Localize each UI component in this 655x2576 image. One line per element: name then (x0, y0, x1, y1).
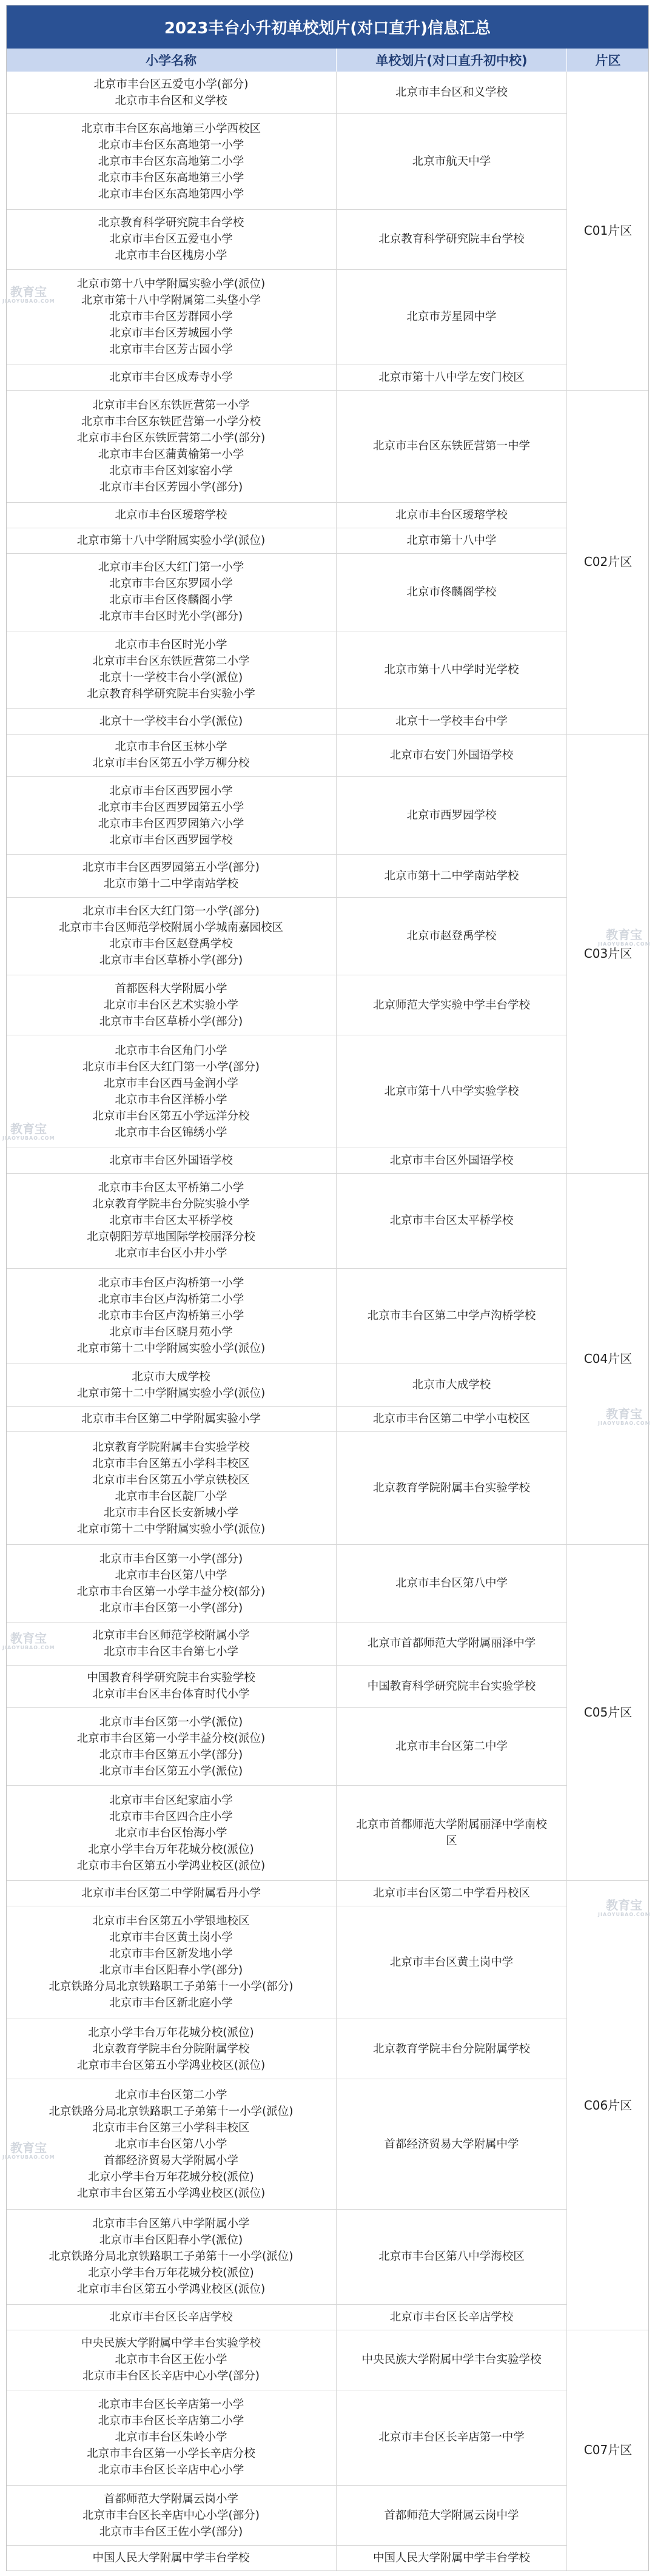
primary-school-name: 中国教育科学研究院丰台实验学校 (87, 1672, 255, 1685)
primary-school-name: 北京市丰台区师范学校附属小学 (92, 1629, 250, 1642)
primary-school-name: 北京教育学院丰台分院附属学校 (92, 2042, 250, 2056)
primary-school-name: 北京市丰台区卢沟桥第一小学 (98, 1277, 244, 1290)
primary-school-name: 北京市丰台区第八小学 (115, 2137, 227, 2151)
primary-school-name: 北京市丰台区东铁匠营第二小学 (92, 655, 250, 668)
primary-school-name: 北京市丰台区第五小学(部分) (99, 1748, 243, 1761)
table-cell-primary-school (6, 1269, 337, 1364)
table-cell-secondary-school: 北京市丰台区东铁匠营第一中学 (337, 391, 567, 503)
primary-school-name: 北京市丰台区第五小学鸿业校区(派位) (76, 2283, 266, 2296)
primary-school-name: 北京市第十八中学附属实验小学(派位) (76, 278, 266, 291)
primary-school-name: 首都师范大学附属云岗小学 (103, 2492, 238, 2506)
primary-school-name: 北京市第十八中学附属第二头垡小学 (81, 294, 261, 308)
primary-school-name: 北京市丰台区纪家庙小学 (109, 1794, 233, 1807)
table-cell-secondary-school: 北京市丰台区太平桥学校 (337, 1174, 567, 1269)
primary-school-name: 北京小学丰台万年花城分校(派位) (88, 2170, 254, 2184)
primary-school-name: 北京市丰台区蒲黄榆第一小学 (98, 448, 244, 461)
primary-school-name: 北京市丰台区佟麟阁小学 (109, 594, 233, 607)
primary-school-name: 北京市丰台区王佐小学(部分) (99, 2525, 243, 2538)
table-cell-secondary-school: 北京市赵登禹学校 (337, 898, 567, 975)
table-cell-secondary-school: 北京市丰台区第八中学 (337, 1545, 567, 1623)
primary-school-name: 北京市丰台区阳春小学(部分) (99, 1964, 243, 1977)
primary-school-name: 北京市丰台区成寿寺小学 (109, 371, 233, 384)
primary-school-name: 北京市丰台区玉林小学 (115, 741, 227, 754)
table-cell-primary-school (6, 2305, 337, 2330)
table-cell-secondary-school: 北京市第十八中学左安门校区 (337, 365, 567, 391)
table-cell-primary-school (6, 2546, 337, 2571)
table-cell-secondary-school: 北京师范大学实验中学丰台学校 (337, 975, 567, 1035)
table-cell-primary-school (6, 777, 337, 855)
table-cell-region: C06片区 (567, 1881, 649, 2330)
table-cell-secondary-school: 首都经济贸易大学附属中学 (337, 2079, 567, 2210)
primary-school-name: 北京市丰台区师范学校附属小学城南嘉园校区 (58, 921, 283, 935)
primary-school-name: 北京市丰台区第五小学万柳分校 (92, 757, 250, 770)
primary-school-name: 北京市丰台区第五小学(派位) (99, 1764, 243, 1778)
primary-school-name: 北京市丰台区角门小学 (115, 1044, 227, 1057)
primary-school-name: 北京市丰台区东高地第四小学 (98, 187, 244, 201)
primary-school-name: 北京市丰台区五爱屯小学(部分) (93, 78, 249, 91)
primary-school-name: 北京市丰台区晓月苑小学 (109, 1326, 233, 1339)
table-cell-secondary-school: 首都师范大学附属云岗中学 (337, 2486, 567, 2546)
table-cell-primary-school (6, 1666, 337, 1708)
primary-school-name: 北京市丰台区第三小学科丰校区 (92, 2121, 250, 2134)
primary-school-name: 北京市第十八中学附属实验小学(派位) (76, 534, 266, 547)
table-cell-primary-school (6, 114, 337, 209)
table-cell-secondary-school: 北京市丰台区第八中学海校区 (337, 2210, 567, 2305)
table-cell-primary-school (6, 1148, 337, 1174)
table-cell-primary-school (6, 2210, 337, 2305)
table-cell-secondary-school: 北京市航天中学 (337, 114, 567, 209)
primary-school-name: 北京市丰台区第五小学鸿业校区(派位) (76, 2187, 266, 2200)
primary-school-name: 北京市丰台区第五小学鸿业校区(派位) (76, 1859, 266, 1872)
primary-school-name: 北京市丰台区长辛店第二小学 (98, 2415, 244, 2428)
primary-school-name: 北京市丰台区东高地第二小学 (98, 155, 244, 168)
table-cell-secondary-school: 北京市丰台区第二中学卢沟桥学校 (337, 1269, 567, 1364)
table-cell-primary-school (6, 554, 337, 631)
table-cell-primary-school (6, 528, 337, 554)
primary-school-name: 北京市丰台区东高地第三小学西校区 (81, 122, 261, 135)
primary-school-name: 北京市丰台区西罗园第五小学(部分) (82, 861, 260, 875)
table-cell-primary-school (6, 1881, 337, 1906)
primary-school-name: 北京市丰台区第一小学长辛店分校 (87, 2447, 255, 2461)
table-cell-secondary-school: 北京市西罗园学校 (337, 777, 567, 855)
primary-school-name: 北京小学丰台万年花城分校(派位) (88, 1843, 254, 1856)
primary-school-name: 北京市丰台区第五小学京铁校区 (92, 1473, 250, 1487)
primary-school-name: 北京市丰台区长辛店中心小学 (98, 2464, 244, 2477)
primary-school-name: 北京市丰台区第一小学(派位) (99, 1715, 243, 1729)
table-cell-secondary-school: 北京市大成学校 (337, 1364, 567, 1407)
header-secondary-school: 单校划片(对口直升初中校) (337, 49, 567, 72)
primary-school-name: 中央民族大学附属中学丰台实验学校 (81, 2337, 261, 2350)
primary-school-name: 北京市第十二中学附属实验小学(派位) (76, 1387, 266, 1400)
primary-school-name: 北京市丰台区外国语学校 (109, 1154, 233, 1168)
table-cell-primary-school (6, 72, 337, 114)
table-cell-primary-school (6, 975, 337, 1035)
table-cell-secondary-school: 北京市丰台区外国语学校 (337, 1148, 567, 1174)
primary-school-name: 北京市丰台区芳群园小学 (109, 311, 233, 324)
table-cell-secondary-school: 北京教育学院丰台分院附属学校 (337, 2019, 567, 2079)
primary-school-name: 北京市丰台区时光小学 (115, 639, 227, 652)
table-cell-primary-school (6, 2330, 337, 2390)
table-cell-primary-school (6, 503, 337, 528)
primary-school-name: 北京市丰台区新北庭小学 (109, 1997, 233, 2010)
primary-school-name: 北京教育学院附属丰台实验学校 (92, 1441, 250, 1454)
primary-school-name: 北京市丰台区芳城园小学 (109, 327, 233, 340)
table-cell-secondary-school: 北京市丰台区瑷瑢学校 (337, 503, 567, 528)
primary-school-name: 北京市丰台区第一小学(部分) (99, 1552, 243, 1565)
primary-school-name: 北京教育科学研究院丰台实验小学 (87, 688, 255, 701)
primary-school-name: 北京市丰台区黄土岗小学 (109, 1931, 233, 1945)
primary-school-name: 北京市丰台区第一小学丰益分校(部分) (76, 1585, 266, 1598)
table-cell-secondary-school: 北京市丰台区黄土岗中学 (337, 1906, 567, 2019)
primary-school-name: 中国人民大学附属中学丰台学校 (92, 2552, 250, 2565)
table-cell-region: C03片区 (567, 735, 649, 1174)
table-cell-primary-school (6, 1432, 337, 1545)
primary-school-name: 北京市丰台区西罗园小学 (109, 784, 233, 798)
primary-school-name: 北京铁路分局北京铁路职工子弟第十一小学(部分) (49, 1980, 294, 1994)
primary-school-name: 北京市丰台区王佐小学 (115, 2353, 227, 2367)
primary-school-name: 北京小学丰台万年花城分校(派位) (88, 2026, 254, 2039)
primary-school-name: 首都经济贸易大学附属小学 (103, 2154, 238, 2167)
primary-school-name: 北京市丰台区长辛店学校 (109, 2310, 233, 2324)
table-cell-region: C04片区 (567, 1174, 649, 1545)
table-cell-primary-school (6, 1786, 337, 1881)
primary-school-name: 北京市丰台区丰台第七小学 (103, 1645, 238, 1658)
primary-school-name: 北京铁路分局北京铁路职工子弟第十一小学(派位) (49, 2250, 294, 2264)
primary-school-name: 北京市丰台区和义学校 (115, 94, 227, 107)
primary-school-name: 北京市丰台区东高地第一小学 (98, 138, 244, 152)
table-cell-secondary-school: 北京市第十八中学实验学校 (337, 1035, 567, 1148)
primary-school-name: 北京市丰台区太平桥第二小学 (98, 1182, 244, 1195)
table-cell-region: C05片区 (567, 1545, 649, 1881)
table-cell-secondary-school: 北京教育科学研究院丰台学校 (337, 210, 567, 270)
watermark-logo: 教育宝 JIAOYUBAO.COM (2, 2141, 55, 2160)
primary-school-name: 北京教育学院丰台分院实验小学 (92, 1198, 250, 1211)
primary-school-name: 北京市丰台区新发地小学 (109, 1948, 233, 1961)
table-cell-secondary-school: 北京市丰台区和义学校 (337, 72, 567, 114)
primary-school-name: 北京市丰台区卢沟桥第三小学 (98, 1310, 244, 1323)
primary-school-name: 北京市丰台区四合庄小学 (109, 1810, 233, 1823)
table-cell-primary-school (6, 2079, 337, 2210)
primary-school-name: 北京朝阳芳草地国际学校丽泽分校 (87, 1231, 255, 1244)
primary-school-name: 北京十一学校丰台小学(派位) (99, 715, 243, 728)
primary-school-name: 北京市丰台区太平桥学校 (109, 1214, 233, 1228)
primary-school-name: 北京铁路分局北京铁路职工子弟第十一小学(派位) (49, 2105, 294, 2118)
primary-school-name: 北京市丰台区第五小学远洋分校 (92, 1109, 250, 1123)
primary-school-name: 北京小学丰台万年花城分校(派位) (88, 2267, 254, 2280)
table-cell-secondary-school: 北京市丰台区第二中学小屯校区 (337, 1407, 567, 1432)
primary-school-name: 北京市丰台区第二中学附属实验小学 (81, 1413, 261, 1426)
table-cell-primary-school (6, 391, 337, 503)
primary-school-name: 北京市丰台区芳古园小学 (109, 343, 233, 357)
primary-school-name: 北京市丰台区第二小学 (115, 2088, 227, 2102)
table-cell-region: C07片区 (567, 2330, 649, 2571)
primary-school-name: 北京市丰台区草桥小学(部分) (99, 954, 243, 967)
primary-school-name: 北京市丰台区西罗园学校 (109, 833, 233, 847)
primary-school-name: 北京市丰台区朱岭小学 (115, 2431, 227, 2444)
primary-school-name: 北京市丰台区西罗园第六小学 (98, 817, 244, 830)
primary-school-name: 北京市丰台区刘家窑小学 (109, 464, 233, 477)
watermark-logo: 教育宝 JIAOYUBAO.COM (598, 927, 651, 947)
primary-school-name: 北京市丰台区槐房小学 (115, 249, 227, 263)
primary-school-name: 北京市丰台区西罗园第五小学 (98, 801, 244, 814)
primary-school-name: 北京市丰台区第一小学(部分) (99, 1601, 243, 1615)
primary-school-name: 北京市丰台区东高地第三小学 (98, 171, 244, 184)
table-cell-primary-school (6, 1035, 337, 1148)
table-cell-primary-school (6, 1407, 337, 1432)
primary-school-name: 北京市丰台区长安新城小学 (103, 1506, 238, 1519)
primary-school-name: 首都医科大学附属小学 (115, 982, 227, 995)
primary-school-name: 北京市丰台区洋桥小学 (115, 1093, 227, 1106)
table-cell-secondary-school: 中国教育科学研究院丰台实验学校 (337, 1666, 567, 1708)
table-cell-secondary-school: 北京市丰台区第二中学看丹校区 (337, 1881, 567, 1906)
watermark-logo: 教育宝 JIAOYUBAO.COM (2, 1631, 55, 1650)
primary-school-name: 北京市丰台区大红门第一小学(部分) (82, 905, 260, 918)
table-cell-primary-school (6, 1906, 337, 2019)
primary-school-name: 北京市丰台区丰台体育时代小学 (92, 1688, 250, 1701)
table-cell-secondary-school: 北京市第十二中学南站学校 (337, 855, 567, 897)
table-cell-primary-school (6, 1364, 337, 1407)
table-cell-primary-school (6, 855, 337, 897)
primary-school-name: 北京市大成学校 (132, 1370, 210, 1384)
primary-school-name: 北京市丰台区阳春小学(派位) (99, 2234, 243, 2247)
table-cell-primary-school (6, 270, 337, 365)
table-cell-primary-school (6, 2019, 337, 2079)
table-cell-secondary-school: 中国人民大学附属中学丰台学校 (337, 2546, 567, 2571)
primary-school-name: 北京市丰台区东罗园小学 (109, 577, 233, 591)
table-cell-primary-school (6, 365, 337, 391)
table-cell-secondary-school: 北京市第十八中学 (337, 528, 567, 554)
primary-school-name: 北京市丰台区靛厂小学 (115, 1490, 227, 1503)
primary-school-name: 北京市丰台区东铁匠营第一小学 (92, 399, 250, 412)
table-cell-secondary-school: 北京市丰台区第二中学 (337, 1708, 567, 1786)
table-cell-primary-school (6, 210, 337, 270)
watermark-logo: 教育宝 JIAOYUBAO.COM (598, 1898, 651, 1917)
table-cell-secondary-school: 北京市丰台区长辛店第一中学 (337, 2390, 567, 2486)
primary-school-name: 北京市丰台区怡海小学 (115, 1826, 227, 1840)
primary-school-name: 北京市丰台区第一小学丰益分校(派位) (76, 1732, 266, 1745)
table-cell-primary-school (6, 1545, 337, 1623)
primary-school-name: 北京市丰台区瑷瑢学校 (115, 509, 227, 522)
primary-school-name: 北京市丰台区卢沟桥第二小学 (98, 1293, 244, 1306)
primary-school-name: 北京市丰台区赵登禹学校 (109, 938, 233, 951)
table-cell-primary-school (6, 2486, 337, 2546)
primary-school-name: 北京市丰台区长辛店第一小学 (98, 2398, 244, 2412)
table-cell-secondary-school: 北京市首都师范大学附属丽泽中学南校区 (337, 1786, 567, 1881)
primary-school-name: 北京市丰台区第八中学附属小学 (92, 2218, 250, 2231)
table-cell-primary-school (6, 1174, 337, 1269)
primary-school-name: 北京市丰台区五爱屯小学 (109, 233, 233, 246)
primary-school-name: 北京市丰台区东铁匠营第二小学(部分) (76, 431, 266, 445)
primary-school-name: 北京市丰台区大红门第一小学 (98, 561, 244, 574)
primary-school-name: 北京市丰台区第五小学鸿业校区(派位) (76, 2059, 266, 2072)
primary-school-name: 北京教育科学研究院丰台学校 (98, 217, 244, 230)
table-cell-secondary-school: 北京市第十八中学时光学校 (337, 631, 567, 709)
primary-school-name: 北京市丰台区第五小学科丰校区 (92, 1457, 250, 1470)
primary-school-name: 北京市丰台区时光小学(部分) (99, 610, 243, 624)
watermark-logo: 教育宝 JIAOYUBAO.COM (2, 284, 55, 304)
header-region: 片区 (567, 49, 649, 72)
table-cell-secondary-school: 北京市右安门外国语学校 (337, 735, 567, 777)
table-cell-primary-school (6, 735, 337, 777)
table-cell-secondary-school: 北京市佟麟阁学校 (337, 554, 567, 631)
page-title: 2023丰台小升初单校划片(对口直升)信息汇总 (6, 5, 649, 49)
table-cell-primary-school (6, 1708, 337, 1786)
header-primary-school: 小学名称 (6, 49, 337, 72)
primary-school-name: 北京市丰台区大红门第一小学(部分) (82, 1060, 260, 1074)
primary-school-name: 北京市丰台区西马金润小学 (103, 1077, 238, 1090)
table-cell-region: C02片区 (567, 391, 649, 735)
table-cell-primary-school (6, 1623, 337, 1665)
table-cell-primary-school (6, 631, 337, 709)
primary-school-name: 北京市丰台区第二中学附属看丹小学 (81, 1887, 261, 1900)
table-cell-secondary-school: 中央民族大学附属中学丰台实验学校 (337, 2330, 567, 2390)
primary-school-name: 北京市丰台区芳园小学(部分) (99, 480, 243, 494)
table-cell-secondary-school: 北京市芳星园中学 (337, 270, 567, 365)
table-cell-primary-school (6, 898, 337, 975)
primary-school-name: 北京市丰台区锦绣小学 (115, 1126, 227, 1139)
table-cell-primary-school (6, 709, 337, 735)
primary-school-name: 北京市第十二中学附属实验小学(派位) (76, 1522, 266, 1536)
primary-school-name: 北京市丰台区长辛店中心小学(部分) (82, 2509, 260, 2522)
watermark-logo: 教育宝 JIAOYUBAO.COM (2, 1122, 55, 1141)
primary-school-name: 北京市第十二中学附属实验小学(派位) (76, 1342, 266, 1356)
table-cell-primary-school (6, 2390, 337, 2486)
primary-school-name: 北京市丰台区东铁匠营第一小学分校 (81, 415, 261, 428)
primary-school-name: 北京十一学校丰台小学(派位) (99, 671, 243, 685)
primary-school-name: 北京市丰台区草桥小学(部分) (99, 1015, 243, 1028)
primary-school-name: 北京市丰台区艺术实验小学 (103, 998, 238, 1012)
table-cell-region: C01片区 (567, 72, 649, 391)
primary-school-name: 北京市丰台区第八中学 (115, 1569, 227, 1582)
table-cell-secondary-school: 北京市首都师范大学附属丽泽中学 (337, 1623, 567, 1665)
table-cell-secondary-school: 北京教育学院附属丰台实验学校 (337, 1432, 567, 1545)
primary-school-name: 北京市丰台区小井小学 (115, 1247, 227, 1260)
primary-school-name: 北京市丰台区第五小学银地校区 (92, 1915, 250, 1928)
table-cell-secondary-school: 北京十一学校丰台中学 (337, 709, 567, 735)
table-cell-secondary-school: 北京市丰台区长辛店学校 (337, 2305, 567, 2330)
watermark-logo: 教育宝 JIAOYUBAO.COM (598, 1407, 651, 1426)
primary-school-name: 北京市丰台区长辛店中心小学(部分) (82, 2370, 260, 2383)
primary-school-name: 北京市第十二中学南站学校 (103, 878, 238, 891)
